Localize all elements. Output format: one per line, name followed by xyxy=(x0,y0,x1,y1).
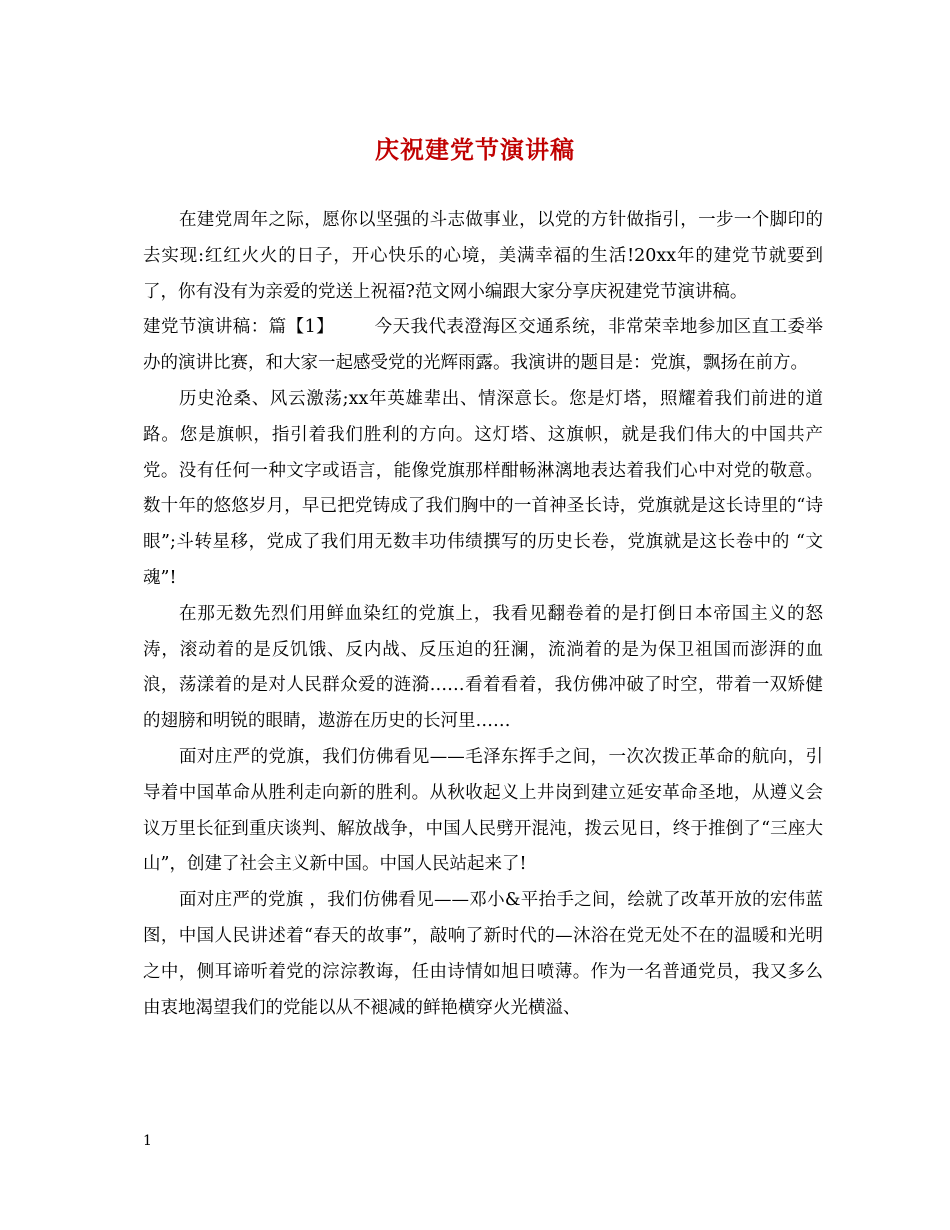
body-paragraph: 历史沧桑、风云激荡;xx年英雄辈出、情深意长。您是灯塔，照耀着我们前进的道路。您是旗帜，指引着我们胜利的方向。这灯塔、这旗帜，就是我们伟大的中国共产党。没有任何一种文字或语言，能像党旗那样酣畅淋漓地表达着我们心中对党的敬意。数十年的悠悠岁月，早已把党铸成了我们胸中的一首神圣长诗，党旗就是这长诗里的“诗眼”;斗转星移，党成了我们用无数丰功伟绩撰写的历史长卷，党旗就是这长卷中的 “文魂”! xyxy=(143,388,823,588)
body-paragraph: 在那无数先烈们用鲜血染红的党旗上，我看见翻卷着的是打倒日本帝国主义的怒涛，滚动着的是反饥饿、反内战、反压迫的狂澜，流淌着的是为保卫祖国而澎湃的血浪，荡漾着的是对人民群众爱的涟漪……看着看着，我仿佛冲破了时空，带着一双矫健的翅膀和明锐的眼睛，遨游在历史的长河里…… xyxy=(143,603,823,732)
document-body xyxy=(143,203,823,1026)
body-paragraph: 面对庄严的党旗 ，我们仿佛看见——邓小&平抬手之间，绘就了改革开放的宏伟蓝图，中国人民讲述着“春天的故事”，敲响了新时代的—沐浴在党无处不在的温暖和光明之中，侧耳谛听着党的淙淙教诲，任由诗情如旭日喷薄。作为一名普通党员，我又多么由衷地渴望我们的党能以从不褪减的鲜艳横穿火光横溢、 xyxy=(143,890,823,1018)
body-paragraph: 面对庄严的党旗，我们仿佛看见——毛泽东挥手之间，一次次拨正革命的航向，引导着中国革命从胜利走向新的胜利。从秋收起义上井岗到建立延安革命圣地，从遵义会议万里长征到重庆谈判、解放战争，中国人民劈开混沌，拨云见日，终于推倒了“三座大山”，创建了社会主义新中国。中国人民站起来了! xyxy=(143,746,823,875)
intro-paragraph: 在建党周年之际，愿你以坚强的斗志做事业，以党的方针做指引，一步一个脚印的去实现:红红火火的日子，开心快乐的心境，美满幸福的生活!20xx年的建党节就要到了，你有没有为亲爱的党送上祝福?范文网小编跟大家分享庆祝建党节演讲稿。 xyxy=(143,210,823,302)
document-title: 庆祝建党节演讲稿 xyxy=(375,135,575,164)
section-label: 建党节演讲稿：篇【1】 xyxy=(143,317,335,338)
section-first-paragraph xyxy=(143,310,823,382)
page-number: 1 xyxy=(143,1133,152,1149)
section-first-text: 今天我代表澄海区交通系统，非常荣幸地参加区直工委举办的演讲比赛，和大家一起感受党的光辉雨露。我演讲的题目是：党旗，飘扬在前方。 xyxy=(143,317,823,374)
